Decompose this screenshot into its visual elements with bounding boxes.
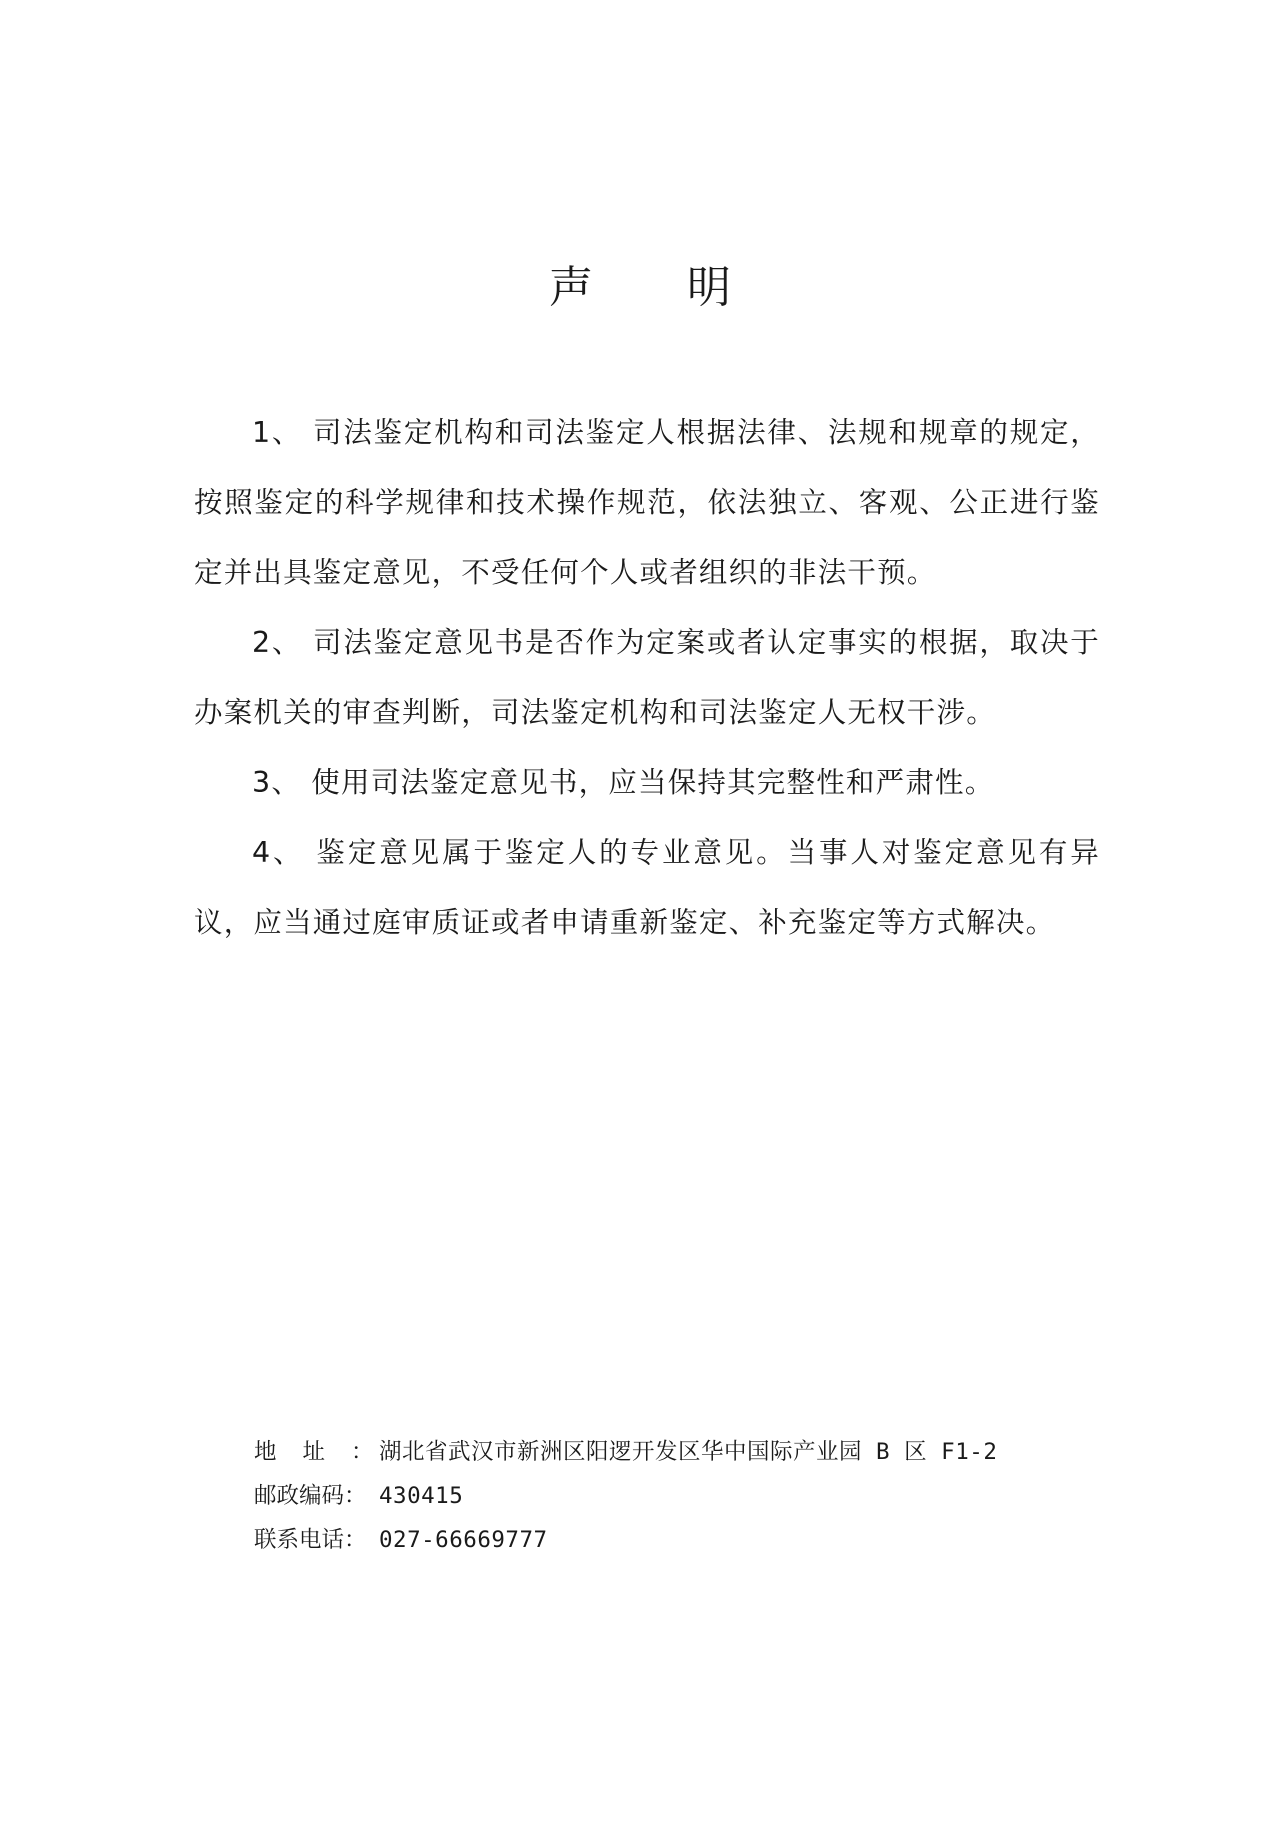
postcode-line [254,1474,1154,1518]
phone-label: 联系电话： [254,1527,367,1553]
address-line [254,1430,1154,1474]
postcode-label: 邮政编码： [254,1483,367,1509]
statement-body [194,398,1100,958]
contact-block [254,1430,1154,1562]
statement-paragraph-1: 1、 司法鉴定机构和司法鉴定人根据法律、法规和规章的规定，按照鉴定的科学规律和技术操作规范，依法独立、客观、公正进行鉴定并出具鉴定意见，不受任何个人或者组织的非法干预。 [194,416,1100,589]
statement-paragraph-3: 3、 使用司法鉴定意见书，应当保持其完整性和严肃性。 [252,766,995,799]
address-label: 地址： [254,1439,400,1465]
postcode-value: 430415 [379,1483,464,1509]
page-title: 声 明 [549,262,771,313]
phone-value: 027-66669777 [379,1527,548,1553]
phone-line [254,1518,1154,1562]
address-value: 湖北省武汉市新洲区阳逻开发区华中国际产业园 B 区 F1-2 [379,1439,998,1465]
statement-paragraph-2: 2、 司法鉴定意见书是否作为定案或者认定事实的根据，取决于办案机关的审查判断，司法鉴定机构和司法鉴定人无权干涉。 [194,626,1100,729]
statement-paragraph-4: 4、 鉴定意见属于鉴定人的专业意见。当事人对鉴定意见有异议，应当通过庭审质证或者申请重新鉴定、补充鉴定等方式解决。 [194,836,1100,939]
